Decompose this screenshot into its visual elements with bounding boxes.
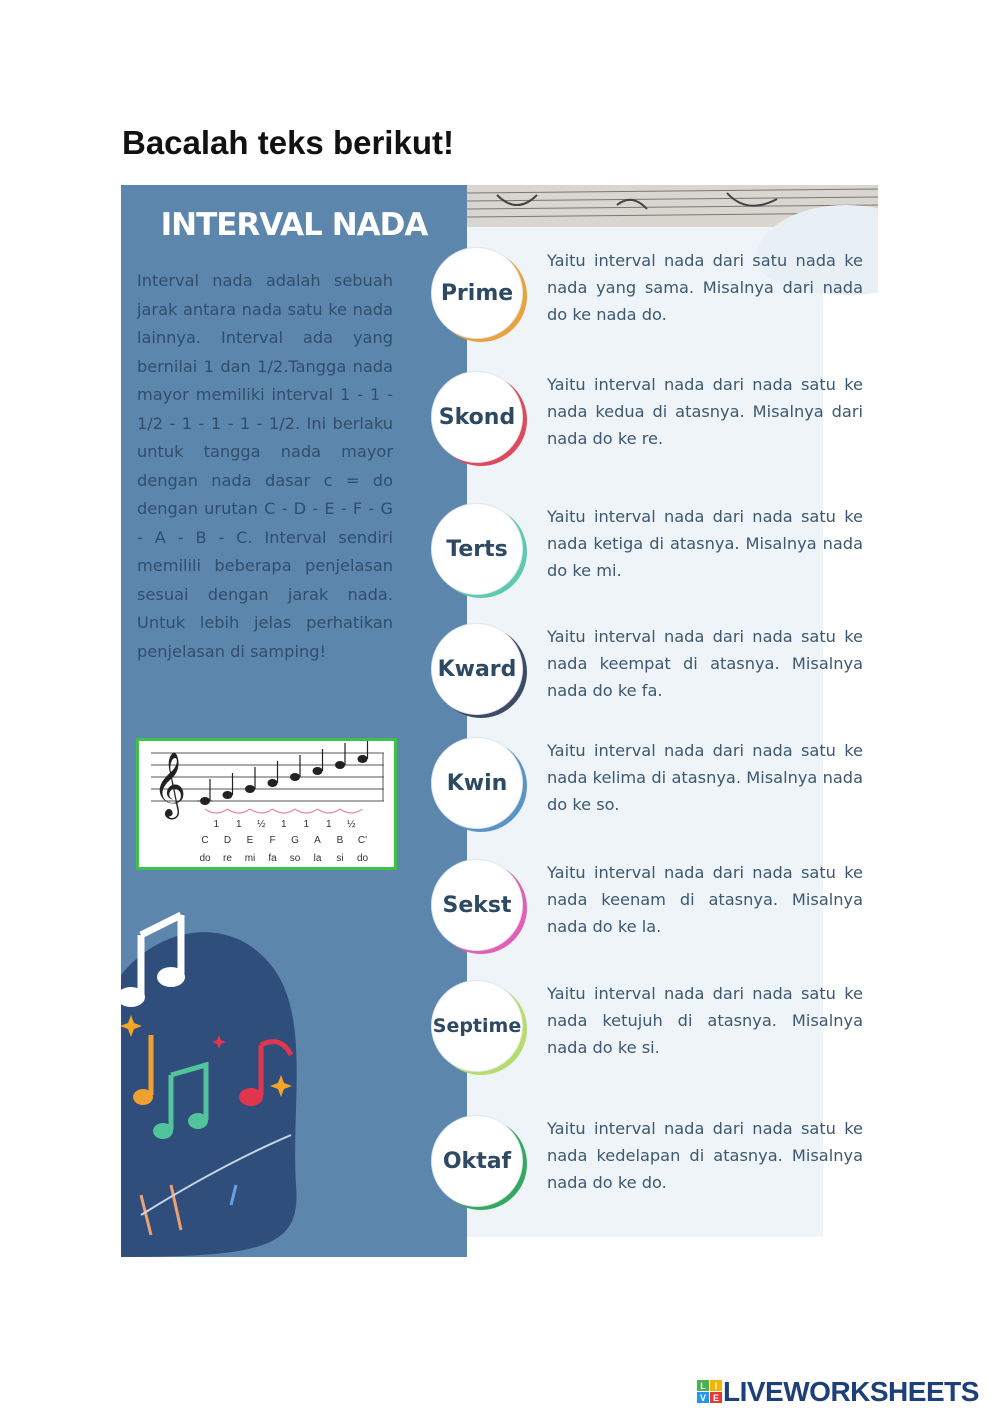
interval-item-kward (431, 623, 871, 723)
solfege-syllable: mi (244, 853, 256, 864)
interval-description: Yaitu interval nada dari nada satu ke nada kedelapan di atasnya. Misalnya nada do ke do. (547, 1119, 863, 1192)
note-letter: D (223, 835, 232, 846)
interval-name: Terts (446, 536, 508, 562)
major-scale-diagram (136, 738, 397, 870)
interval-circle (431, 737, 523, 829)
staff-svg (139, 741, 394, 867)
note-head (268, 779, 278, 787)
music-notes-decoration (121, 885, 467, 1257)
interval-circle (431, 1115, 523, 1207)
interval-arcs (205, 809, 363, 813)
solfege-syllable: si (336, 853, 344, 864)
interval-description: Yaitu interval nada dari satu nada ke nada yang sama. Misalnya dari nada do ke nada do. (547, 251, 863, 324)
svg-text:V: V (699, 1393, 707, 1403)
interval-description: Yaitu interval nada dari nada satu ke nada kelima di atasnya. Misalnya nada do ke so. (547, 741, 863, 814)
interval-circle (431, 503, 523, 595)
interval-description: Yaitu interval nada dari nada satu ke nada keempat di atasnya. Misalnya nada do ke fa. (547, 627, 863, 700)
note-letter: F (269, 835, 276, 846)
interval-arc (250, 809, 273, 813)
solfege-syllable: la (313, 853, 322, 864)
interval-name: Kward (437, 656, 517, 682)
interval-description: Yaitu interval nada dari nada satu ke nada keenam di atasnya. Misalnya nada do ke la. (547, 863, 863, 936)
interval-item-terts (431, 503, 871, 603)
interval-circle (431, 371, 523, 463)
interval-arc (273, 809, 296, 813)
svg-text:L: L (700, 1381, 706, 1391)
solfege-syllable: so (289, 853, 301, 864)
solfege-syllable: fa (268, 853, 277, 864)
interval-arc (340, 809, 363, 813)
note-letter: C' (357, 835, 368, 846)
interval-poster (121, 185, 878, 1257)
interval-item-sekst (431, 859, 871, 959)
solfege-syllable: do (199, 853, 211, 864)
interval-item-kwin (431, 737, 871, 837)
interval-description: Yaitu interval nada dari nada satu ke nada kedua di atasnya. Misalnya dari nada do ke re. (547, 375, 863, 448)
interval-arc (295, 809, 318, 813)
note-head (223, 791, 233, 799)
interval-name: Prime (440, 280, 514, 306)
brand-name: LIVEWORKSHEETS (723, 1376, 979, 1407)
solfege-syllable: re (223, 853, 232, 864)
step-value: 1 (303, 819, 310, 830)
note-letter: B (336, 835, 344, 846)
note-letter: C (201, 835, 209, 846)
note-letter: G (291, 835, 299, 846)
note-head (290, 773, 300, 781)
interval-item-prime (431, 247, 871, 347)
interval-description: Yaitu interval nada dari nada satu ke nada ketujuh di atasnya. Misalnya nada do ke si. (547, 984, 863, 1057)
interval-item-skond (431, 371, 871, 471)
interval-name: Sekst (442, 892, 512, 918)
step-value: 1 (235, 819, 242, 830)
note-head (313, 767, 323, 775)
interval-circle (431, 247, 523, 339)
interval-name: Oktaf (442, 1148, 512, 1174)
step-value: ½ (257, 819, 266, 830)
treble-clef-icon: 𝄞 (153, 752, 187, 817)
interval-arc (205, 809, 228, 813)
svg-text:E: E (712, 1393, 720, 1403)
liveworksheets-icon (697, 1380, 723, 1404)
interval-circle (431, 859, 523, 951)
solfege-syllable: do (356, 853, 369, 864)
liveworksheets-logo (697, 1376, 979, 1408)
intro-text: Interval nada adalah sebuah jarak antara nada satu ke nada lainnya. Interval ada yang bernilai 1 dan 1/2.Tangga nada mayor memiliki interval 1 - 1 - 1/2 - 1 - 1 - 1 - 1/2. Ini berlaku untuk tangga nada mayor dengan nada dasar c = do dengan urutan C - D - E - F - G - A - B - C. Interval sendiri memilili beberapa penjelasan sesuai dengan jarak nada. Untuk lebih jelas perhatikan penjelasan di samping! (137, 271, 393, 661)
step-value: ½ (347, 819, 356, 830)
interval-description: Yaitu interval nada dari nada satu ke nada ketiga di atasnya. Misalnya nada do ke mi. (547, 507, 863, 580)
left-panel (121, 185, 467, 1257)
note-head (245, 785, 255, 793)
step-value: 1 (213, 819, 220, 830)
step-value: 1 (325, 819, 332, 830)
interval-name: Septime (432, 1015, 522, 1037)
scale-notes (197, 741, 368, 805)
interval-arc (318, 809, 341, 813)
svg-text:I: I (714, 1381, 718, 1391)
interval-item-oktaf (431, 1115, 871, 1215)
instruction-heading: Bacalah teks berikut! (122, 124, 454, 161)
step-value: 1 (280, 819, 287, 830)
interval-item-septime (431, 980, 871, 1080)
interval-arc (228, 809, 251, 813)
interval-name: Kwin (446, 770, 508, 796)
interval-circle (431, 623, 523, 715)
interval-circle (431, 980, 523, 1072)
note-head (358, 755, 368, 763)
note-letter: E (246, 835, 254, 846)
note-letter: A (314, 835, 321, 846)
interval-name: Skond (438, 404, 516, 430)
poster-title: INTERVAL NADA (160, 207, 428, 243)
note-head (335, 761, 345, 769)
